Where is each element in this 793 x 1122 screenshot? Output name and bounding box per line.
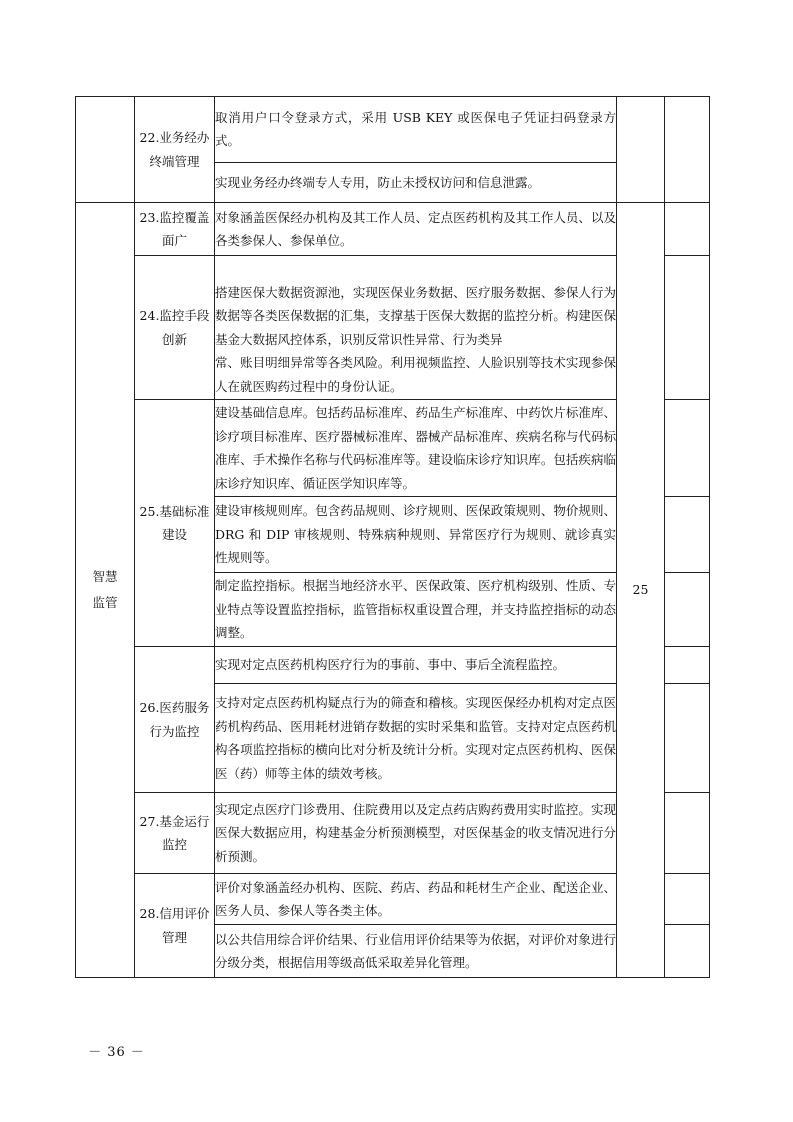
item-cell <box>135 793 215 874</box>
remark-cell-empty <box>665 497 710 573</box>
remark-cell-empty <box>665 684 710 793</box>
item-cell <box>135 400 215 647</box>
item-cell <box>135 874 215 978</box>
content-text: 搭建医保大数据资源池，实现医保业务数据、医疗服务数据、参保人行为数据等各类医保数据的汇集，支撑基于医保大数据的监控分析。构建医保基金大数据风控体系，识别反常识性异常、行为类异 常、账目明细异常等各类风险。利用视频监控、人脸识别等技术实现参保人在就医购药过程中的身份认证。 <box>215 284 616 394</box>
content-text: 建设审核规则库。包含药品规则、诊疗规则、医保政策规则、物价规则、DRG 和 DIP 审核规则、特殊病种规则、异常医疗行为规则、就诊真实性规则等。 <box>215 503 616 566</box>
content-cell <box>215 793 617 874</box>
item-label: 28.信用评价管理 <box>139 906 210 945</box>
content-text: 实现定点医疗门诊费用、住院费用以及定点药店购药费用实时监控。实现医保大数据应用，构建基金分析预测模型，对医保基金的收支情况进行分析预测。 <box>215 801 616 864</box>
item-label: 25.基础标准建设 <box>139 503 210 542</box>
content-cell <box>215 400 617 497</box>
remark-cell-empty <box>665 573 710 647</box>
content-text: 实现对定点医药机构医疗行为的事前、事中、事后全流程监控。 <box>215 657 566 673</box>
remark-cell-empty <box>665 256 710 400</box>
item-cell <box>135 97 215 203</box>
table-row <box>76 400 710 497</box>
remark-cell-empty <box>665 400 710 497</box>
content-cell <box>215 925 617 978</box>
item-label: 27.基金运行监控 <box>139 813 210 852</box>
remark-cell-empty <box>665 647 710 684</box>
content-text: 取消用户口令登录方式，采用 USB KEY 或医保电子凭证扫码登录方式。 <box>215 109 616 149</box>
item-cell <box>135 203 215 256</box>
item-cell <box>135 256 215 400</box>
score-cell <box>617 203 665 978</box>
score-cell-empty <box>617 97 665 203</box>
content-cell <box>215 497 617 573</box>
table-row <box>76 647 710 684</box>
item-label: 24.监控手段创新 <box>139 308 210 347</box>
category-cell <box>76 203 135 978</box>
category-label: 智慧监管 <box>92 569 118 610</box>
content-cell <box>215 647 617 684</box>
content-text: 以公共信用综合评价结果、行业信用评价结果等为依据，对评价对象进行分级分类，根据信用等级高低采取差异化管理。 <box>215 931 616 970</box>
item-label: 23.监控覆盖面广 <box>139 209 210 248</box>
page-number: － 36 － <box>88 1045 145 1060</box>
content-text: 实现业务经办终端专人专用，防止未授权访问和信息泄露。 <box>215 174 541 190</box>
remark-cell-empty <box>665 203 710 256</box>
remark-cell-empty <box>665 874 710 925</box>
content-cell <box>215 256 617 400</box>
content-cell <box>215 573 617 647</box>
table-row <box>76 793 710 874</box>
remark-cell-empty <box>665 97 710 203</box>
score-value: 25 <box>632 582 649 598</box>
requirements-table <box>75 96 710 978</box>
table-row <box>76 203 710 256</box>
content-cell <box>215 203 617 256</box>
content-cell <box>215 684 617 793</box>
table-row <box>76 874 710 925</box>
item-cell <box>135 647 215 793</box>
category-cell-empty <box>76 97 135 203</box>
content-text: 支持对定点医药机构疑点行为的筛查和稽核。实现医保经办机构对定点医药机构药品、医用耗材进销存数据的实时采集和监管。支持对定点医药机构各项监控指标的横向比对分析及统计分析。实现对定点医药机构、医保医（药）师等主体的绩效考核。 <box>215 695 616 781</box>
content-cell <box>215 97 617 163</box>
item-label: 22.业务经办终端管理 <box>139 130 210 169</box>
item-label: 26.医药服务行为监控 <box>139 700 210 739</box>
content-text: 评价对象涵盖经办机构、医院、药店、药品和耗材生产企业、配送企业、医务人员、参保人等各类主体。 <box>215 879 616 918</box>
content-text: 对象涵盖医保经办机构及其工作人员、定点医药机构及其工作人员、以及各类参保人、参保单位。 <box>215 209 616 248</box>
content-cell <box>215 874 617 925</box>
content-text: 建设基础信息库。包括药品标准库、药品生产标准库、中药饮片标准库、诊疗项目标准库、医疗器械标准库、器械产品标准库、疾病名称与代码标准库、手术操作名称与代码标准库等。建设临床诊疗知识库。包括疾病临床诊疗知识库、循证医学知识库等。 <box>215 405 616 491</box>
content-text: 制定监控指标。根据当地经济水平、医保政策、医疗机构级别、性质、专业特点等设置监控指标，监管指标权重设置合理，并支持监控指标的动态调整。 <box>215 578 616 641</box>
table-row <box>76 97 710 163</box>
remark-cell-empty <box>665 925 710 978</box>
content-cell <box>215 162 617 202</box>
remark-cell-empty <box>665 793 710 874</box>
table-row <box>76 256 710 400</box>
